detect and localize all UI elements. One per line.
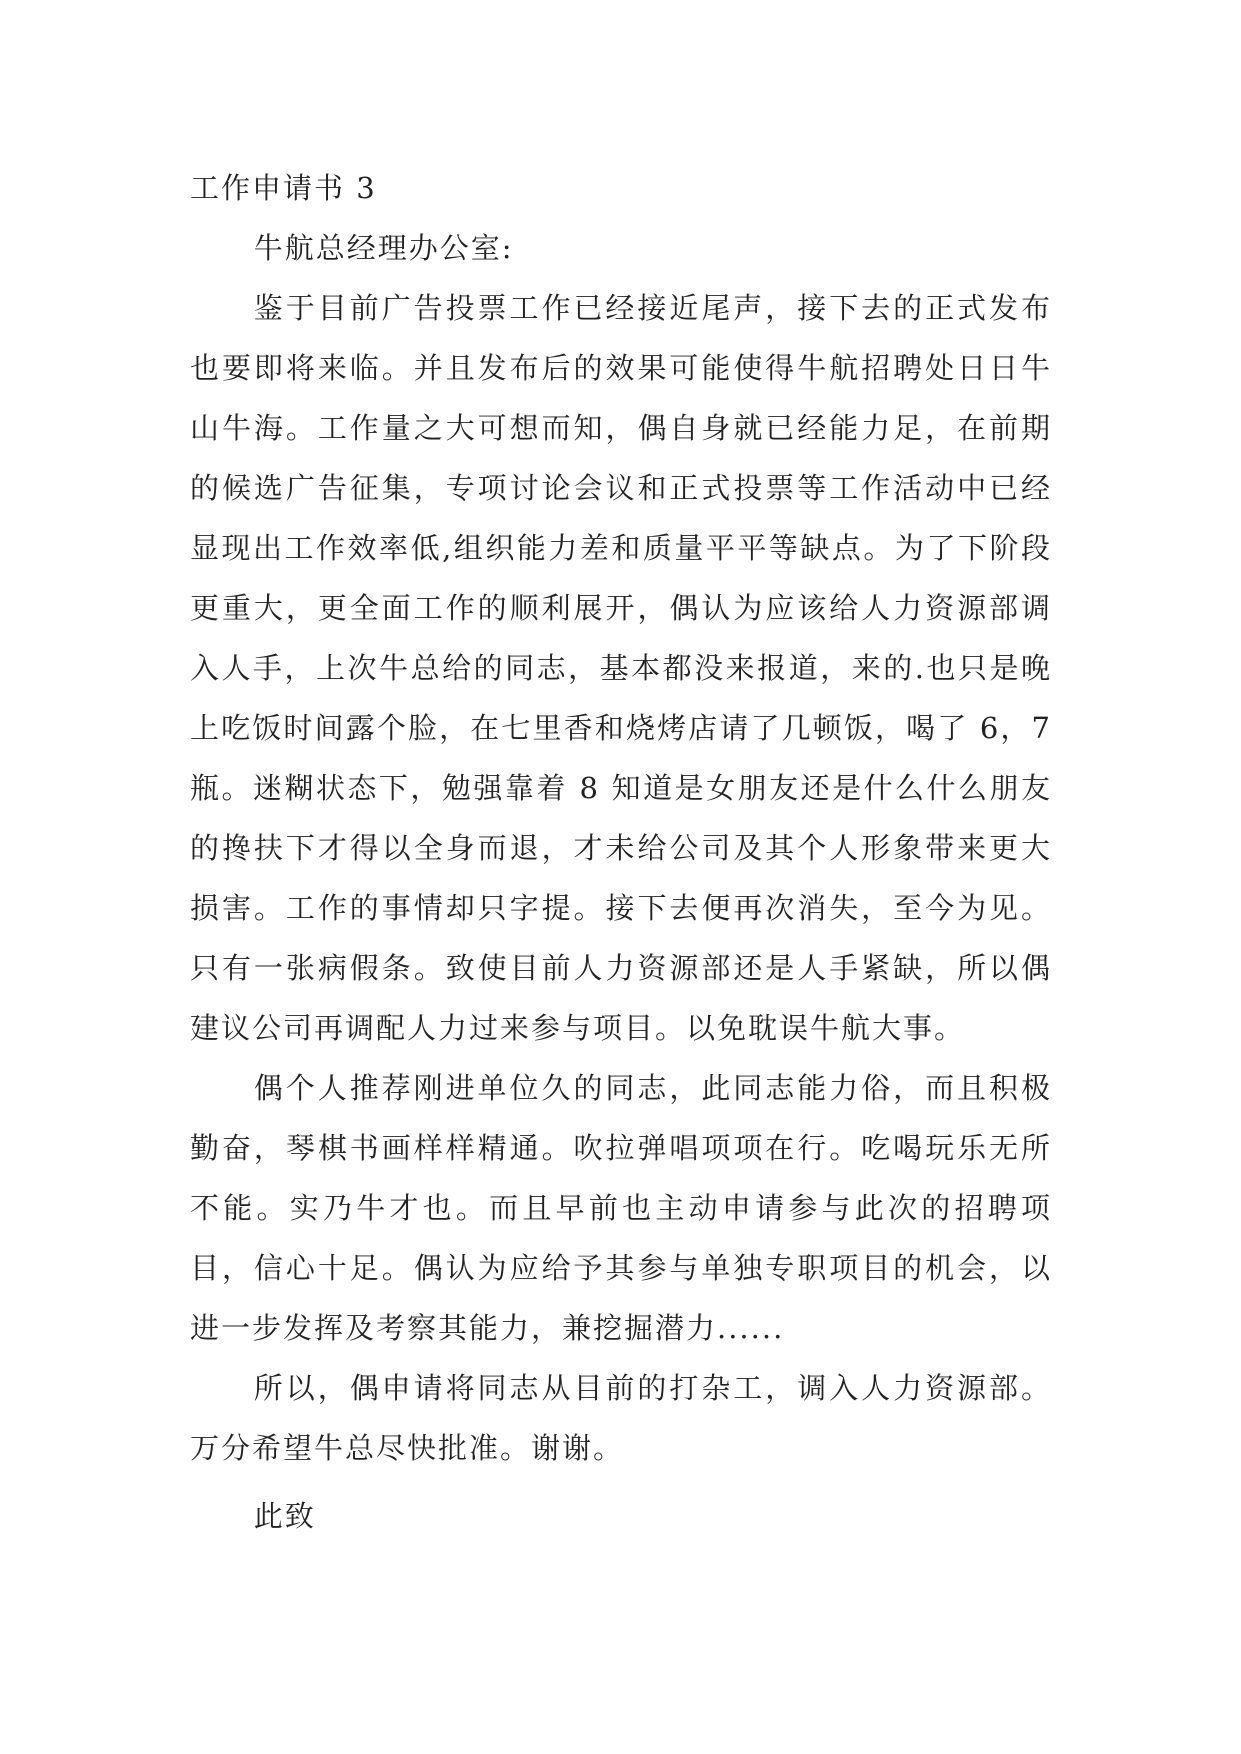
document-title: 工作申请书 3 [190, 171, 377, 205]
salutation: 牛航总经理办公室: [253, 231, 514, 265]
paragraph-1: 鉴于目前广告投票工作已经接近尾声，接下去的正式发布也要即将来临。并且发布后的效果可能使得牛航招聘处日日牛山牛海。工作量之大可想而知，偶自身就已经能力足，在前期的候选广告征集，专项讨论会议和正式投票等工作活动中已经显现出工作效率低,组织能力差和质量平平等缺点。为了下阶段更重大，更全面工作的顺利展开，偶认为应该给人力资源部调入人手，上次牛总给的同志，基本都没来报道，来的.也只是晚上吃饭时间露个脸，在七里香和烧烤店请了几顿饭，喝了 6，7 瓶。迷糊状态下，勉强靠着 8 知道是女朋友还是什么什么朋友的搀扶下才得以全身而退，才未给公司及其个人形象带来更大损害。工作的事情却只字提。接下去便再次消失，至今为见。只有一张病假条。致使目前人力资源部还是人手紧缺，所以偶建议公司再调配人力过来参与项目。以免耽误牛航大事。 [190, 291, 1052, 1045]
paragraph-3: 所以，偶申请将同志从目前的打杂工，调入人力资源部。万分希望牛总尽快批准。谢谢。 [190, 1371, 1052, 1465]
document-body [190, 158, 1052, 1546]
paragraph-2: 偶个人推荐刚进单位久的同志，此同志能力俗，而且积极勤奋，琴棋书画样样精通。吹拉弹唱项项在行。吃喝玩乐无所不能。实乃牛才也。而且早前也主动申请参与此次的招聘项目，信心十足。偶认为应给予其参与单独专职项目的机会，以进一步发挥及考察其能力，兼挖掘潜力...... [190, 1071, 1052, 1345]
closing-text: 此致 [253, 1499, 316, 1533]
